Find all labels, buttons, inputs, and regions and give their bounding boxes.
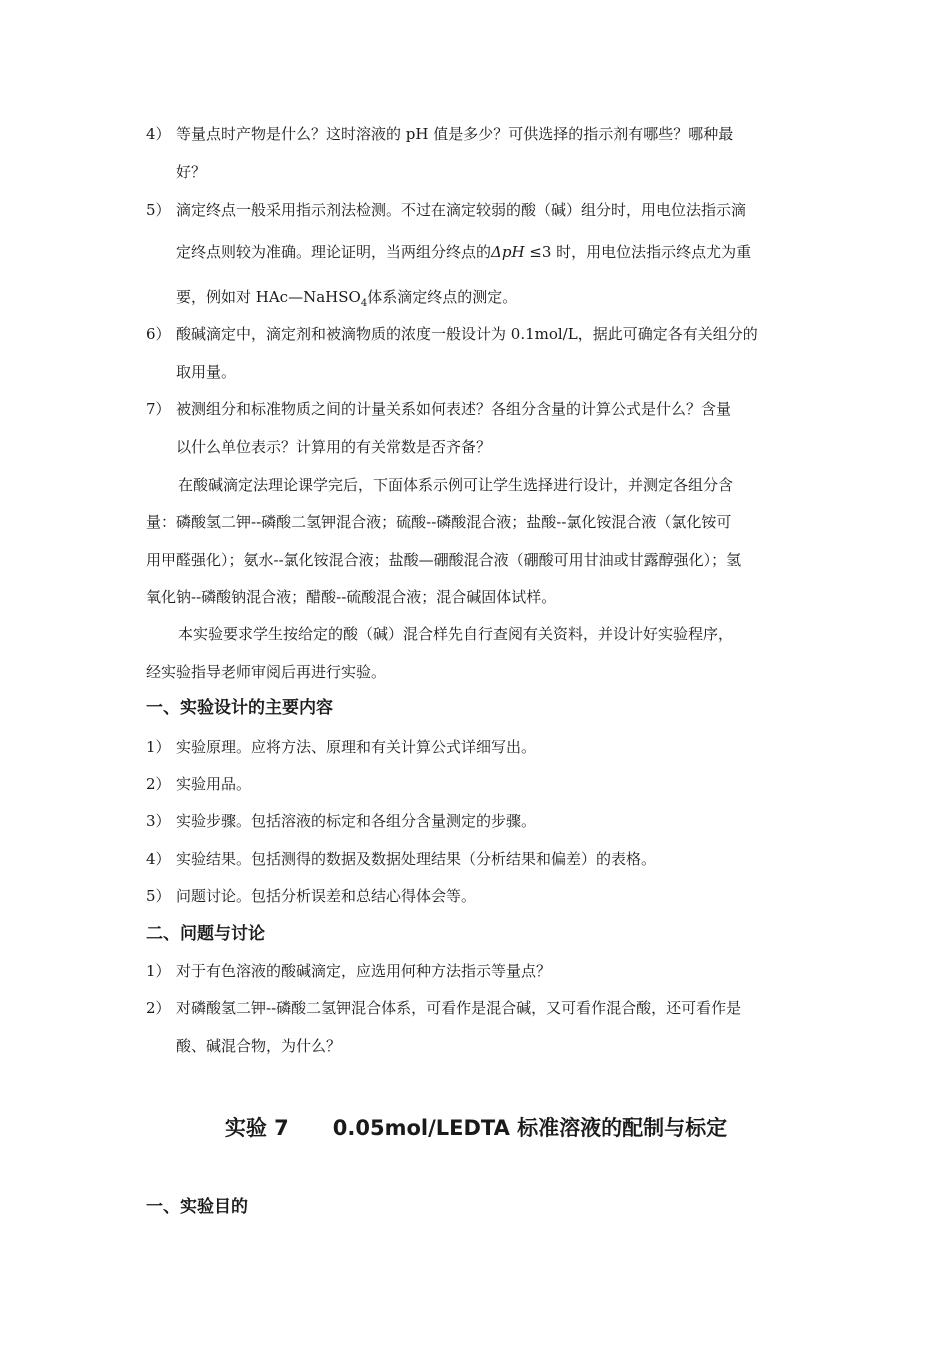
paragraph-line: 本实验要求学生按给定的酸（碱）混合样先自行查阅有关资料，并设计好实验程序， [178,625,734,643]
item-number: 4） [146,850,171,868]
item-text: 实验原理。应将方法、原理和有关计算公式详细写出。 [176,738,537,756]
item-text: 实验步骤。包括溶液的标定和各组分含量测定的步骤。 [176,812,537,830]
item-text: 滴定终点一般采用指示剂法检测。不过在滴定较弱的酸（碱）组分时，用电位法指示滴 [176,201,747,219]
item-text: 实验结果。包括测得的数据及数据处理结果（分析结果和偏差）的表格。 [176,850,657,868]
list-item [146,886,476,906]
item-text: 定终点则较为准确。理论证明，当两组分终点的 [176,243,492,261]
item-number: 1） [146,962,171,980]
subscript: 4 [360,298,368,309]
item-text: 对磷酸氢二钾--磷酸二氢钾混合体系，可看作是混合碱，又可看作混合酸，还可看作是 [176,999,742,1017]
item-text: 实验用品。 [176,775,252,793]
item-text: 酸碱滴定中，滴定剂和被滴物质的浓度一般设计为 0.1mol/L，据此可确定各有关组分的 [176,325,758,343]
section-heading-design: 一、实验设计的主要内容 [146,698,333,718]
paragraph-line: 经实验指导老师审阅后再进行实验。 [146,663,387,681]
list-item-cont: 酸、碱混合物，为什么？ [176,1037,342,1055]
experiment-title [0,1114,952,1142]
list-item [146,849,656,869]
list-item [146,961,551,981]
section-heading-purpose: 一、实验目的 [146,1197,248,1217]
list-item-6 [146,324,758,344]
item-text: ≤3 时，用电位法指示终点尤为重 [524,243,752,261]
item-number: 3） [146,812,171,830]
item-text: 要，例如对 HAc—NaHSO [176,288,361,306]
list-item-4 [146,124,733,144]
section-heading-discussion: 二、问题与讨论 [146,924,265,944]
list-item-6-cont: 取用量。 [176,363,237,381]
list-item-5-cont2 [176,287,517,307]
item-text: 对于有色溶液的酸碱滴定，应选用何种方法指示等量点？ [176,962,552,980]
item-number: 2） [146,775,171,793]
item-text: 被测组分和标准物质之间的计量关系如何表述？各组分含量的计算公式是什么？含量 [176,400,732,418]
item-number: 7） [146,400,171,418]
item-text: 等量点时产物是什么？这时溶液的 pH 值是多少？可供选择的指示剂有哪些？哪种最 [176,125,734,143]
list-item-7-cont: 以什么单位表示？计算用的有关常数是否齐备？ [176,438,492,456]
item-number: 5） [146,201,171,219]
paragraph-line: 用甲醛强化）；氨水--氯化铵混合液；盐酸—硼酸混合液（硼酸可用甘油或甘露醇强化）；氢 [146,551,742,569]
list-item [146,998,741,1018]
paragraph-line: 量：磷酸氢二钾--磷酸二氢钾混合液；硫酸--磷酸混合液；盐酸--氯化铵混合液（氯化铵可 [146,513,732,531]
list-item-4-cont: 好？ [176,163,207,181]
item-number: 4） [146,125,171,143]
paragraph-line: 氧化钠--磷酸钠混合液；醋酸--硫酸混合液；混合碱固体试样。 [146,588,557,606]
item-text: 问题讨论。包括分析误差和总结心得体会等。 [176,887,477,905]
item-number: 1） [146,738,171,756]
experiment-number: 实验 7 [224,1116,289,1140]
item-text: 体系滴定终点的测定。 [367,288,518,306]
list-item-7 [146,399,731,419]
experiment-name: 0.05mol/LEDTA 标准溶液的配制与标定 [332,1116,728,1140]
list-item [146,774,251,794]
item-number: 2） [146,999,171,1017]
item-number: 6） [146,325,171,343]
item-number: 5） [146,887,171,905]
paragraph-line: 在酸碱滴定法理论课学完后，下面体系示例可让学生选择进行设计，并测定各组分含 [178,476,734,494]
list-item [146,811,536,831]
delta-ph-formula: ΔpH [491,243,525,261]
list-item-5 [146,200,746,220]
list-item [146,737,536,757]
list-item-5-cont [176,242,751,262]
